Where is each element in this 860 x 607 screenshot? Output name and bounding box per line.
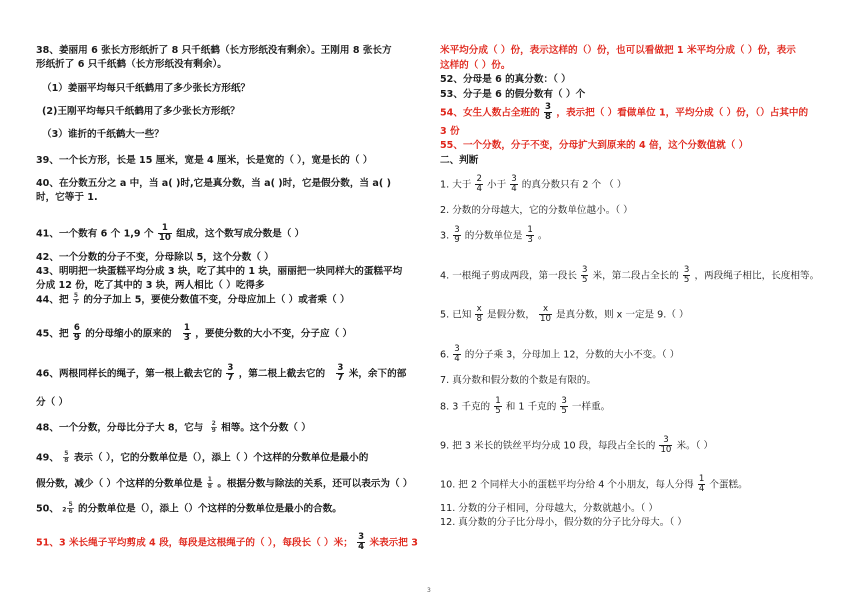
q38-sub3: （3）谁折的千纸鹤大一些？ bbox=[42, 129, 164, 140]
q39: 39、一个长方形，长是 15 厘米，宽是 4 厘米，长是宽的（ ），宽是长的（ ） bbox=[36, 155, 373, 166]
judge-8: 8. 3 千克的 $\frac{1}{5}$ 和 1 千克的 $\frac{3}{5}$ 一样重。 bbox=[440, 396, 611, 416]
q38-sub1: （1）姜丽平均每只千纸鹤用了多少张长方形纸？ bbox=[42, 83, 251, 94]
judge-6: 6. $\frac{3}{4}$ 的分子乘 3，分母加上 12，分数的大小不变。（ ） bbox=[440, 344, 680, 364]
fraction: $\frac{1}{5}$ bbox=[495, 396, 501, 416]
fraction: $\frac{6}{9}$ bbox=[73, 323, 80, 343]
q44: 44、把 $\frac{5}{7}$ 的分子加上 5，要使分数值不变，分母应加上（ ）或者乘（ ） bbox=[36, 292, 350, 306]
fraction: $\frac{3}{5}$ bbox=[683, 265, 690, 285]
q54-line2: 3 份 bbox=[440, 126, 460, 137]
fraction: $\frac{1}{4}$ bbox=[698, 474, 705, 494]
judge-10: 10. 把 2 个同样大小的蛋糕平均分给 4 个小朋友，每人分得 $\frac{1}{4}$ 个蛋糕。 bbox=[440, 474, 748, 494]
q40-line2: 时，它等于 1. bbox=[36, 192, 98, 203]
fraction: $\frac{x}{10}$ bbox=[540, 304, 551, 324]
q48: 48、一个分数，分母比分子大 8，它与 $\frac{2}{9}$ 相等。这个分数（ ） bbox=[36, 420, 311, 434]
q42: 42、一个分数的分子不变，分母除以 5，这个分数（ ） bbox=[36, 252, 274, 263]
judge-9: 9. 把 3 米长的铁丝平均分成 10 段，每段占全长的 $\frac{3}{10}$ 米。（ ） bbox=[440, 435, 714, 455]
q54-line1: 54、女生人数占全班的 $\frac{3}{8}$ ，表示把（ ）看做单位 1，平均分成（ ）份，（）占其中的 bbox=[440, 102, 809, 122]
fraction: $\frac{1}{3}$ bbox=[527, 225, 533, 245]
q50: 50、 2 $\frac{5}{6}$ 的分数单位是（），添上（）个这样的分数单位是最小的合数。 bbox=[36, 501, 342, 515]
q46-line1: 46、两根同样长的绳子，第一根上截去它的 $\frac{3}{7}$ ，第二根上截去它的 $\frac{3}{7}$ 米，余下的部 bbox=[36, 363, 407, 383]
judge-11: 11. 分数的分子相同，分母越大，分数就越小。（ ） bbox=[440, 503, 659, 514]
q40-line1: 40、在分数五分之 a 中，当 a( )时,它是真分数，当 a( )时，它是假分数，当 a( ) bbox=[36, 178, 391, 189]
q38-line1: 38、姜丽用 6 张长方形纸折了 8 只千纸鹤（长方形纸没有剩余）。王刚用 8 张长方 bbox=[36, 45, 392, 56]
q46-line2: 分（ ） bbox=[36, 397, 69, 408]
fraction: $\frac{3}{4}$ bbox=[511, 174, 517, 194]
q41: 41、一个数有 6 个 1,9 个 $\frac{1}{10}$ 组成，这个数写成分数是（ ） bbox=[36, 223, 305, 243]
judge-3: 3. $\frac{3}{9}$ 的分数单位是 $\frac{1}{3}$ 。 bbox=[440, 225, 548, 245]
fraction: $\frac{3}{5}$ bbox=[561, 396, 567, 416]
judge-1: 1. 大于 $\frac{2}{4}$ 小于 $\frac{3}{4}$ 的真分数只有 2 个 （ ） bbox=[440, 174, 627, 194]
fraction: $\frac{5}{6}$ bbox=[68, 501, 73, 515]
q38-sub2: (2)王刚平均每只千纸鹤用了多少张长方形纸？ bbox=[42, 106, 240, 117]
q49-line1: 49、 $\frac{5}{8}$ 表示（ ），它的分数单位是（），添上（ ）个这样的分数单位是最小的 bbox=[36, 450, 369, 464]
fraction: $\frac{3}{4}$ bbox=[358, 532, 365, 552]
fraction: $\frac{1}{10}$ bbox=[158, 223, 171, 243]
fraction: $\frac{3}{7}$ bbox=[337, 363, 344, 383]
page-number: 3 bbox=[427, 587, 431, 594]
fraction: $\frac{3}{10}$ bbox=[660, 435, 672, 455]
q45: 45、把 $\frac{6}{9}$ 的分母缩小的原来的 $\frac{1}{3}$ ，要使分数的大小不变，分子应（ ） bbox=[36, 323, 353, 343]
judge-2: 2. 分数的分母越大，它的分数单位越小。（ ） bbox=[440, 205, 633, 216]
q53: 53、分子是 6 的假分数有（ ）个 bbox=[440, 89, 586, 100]
q55: 55、一个分数，分子不变，分母扩大到原来的 4 倍，这个分数值就（ ） bbox=[440, 140, 749, 151]
section-title: 二、判断 bbox=[440, 155, 479, 166]
judge-5: 5. 已知 $\frac{x}{8}$ 是假分数， $\frac{x}{10}$ 是真分数，则 x 一定是 9.（ ） bbox=[440, 304, 689, 324]
q51-continued-line1: 米平均分成（ ）份，表示这样的（）份，也可以看做把 1 米平均分成（ ）份，表示 bbox=[440, 45, 796, 56]
q52: 52、分母是 6 的真分数：（ ） bbox=[440, 74, 571, 85]
fraction: $\frac{3}{4}$ bbox=[454, 344, 460, 364]
fraction: $\frac{3}{5}$ bbox=[581, 265, 588, 285]
fraction: $\frac{5}{8}$ bbox=[64, 450, 69, 464]
q49-line2: 假分数，减少（ ）个这样的分数单位是 $\frac{1}{8}$ 。根据分数与除法的关系，还可以表示为（ ） bbox=[36, 476, 413, 490]
fraction: $\frac{x}{8}$ bbox=[476, 304, 482, 324]
judge-7: 7. 真分数和假分数的个数是有限的。 bbox=[440, 375, 597, 386]
fraction: $\frac{3}{9}$ bbox=[454, 225, 460, 245]
judge-4: 4. 一根绳子剪成两段，第一段长 $\frac{3}{5}$ 米，第二段占全长的 $\frac{3}{5}$ ，两段绳子相比，长度相等。 bbox=[440, 265, 820, 285]
judge-12: 12. 真分数的分子比分母小，假分数的分子比分母大。（ ） bbox=[440, 517, 687, 528]
q51: 51、3 米长绳子平均剪成 4 段，每段是这根绳子的（ ），每段长（ ）米； $\frac{3}{4}$ 米表示把 3 bbox=[36, 532, 418, 552]
q51-continued-line2: 这样的（ ）份。 bbox=[440, 60, 511, 71]
q43-line2: 分成 12 份，吃了其中的 3 块，两人相比（ ）吃得多 bbox=[36, 280, 265, 291]
fraction: $\frac{1}{3}$ bbox=[183, 323, 190, 343]
q43-line1: 43、明明把一块蛋糕平均分成 3 块，吃了其中的 1 块，丽丽把一块同样大的蛋糕平均 bbox=[36, 266, 403, 277]
fraction: $\frac{2}{4}$ bbox=[476, 174, 482, 194]
q38-line2: 形纸折了 6 只千纸鹤（长方形纸没有剩余）。 bbox=[36, 59, 227, 70]
fraction: $\frac{3}{7}$ bbox=[227, 363, 234, 383]
fraction: $\frac{2}{9}$ bbox=[211, 420, 216, 434]
fraction: $\frac{3}{8}$ bbox=[545, 102, 552, 122]
fraction: $\frac{1}{8}$ bbox=[207, 476, 212, 490]
fraction: $\frac{5}{7}$ bbox=[73, 292, 79, 306]
